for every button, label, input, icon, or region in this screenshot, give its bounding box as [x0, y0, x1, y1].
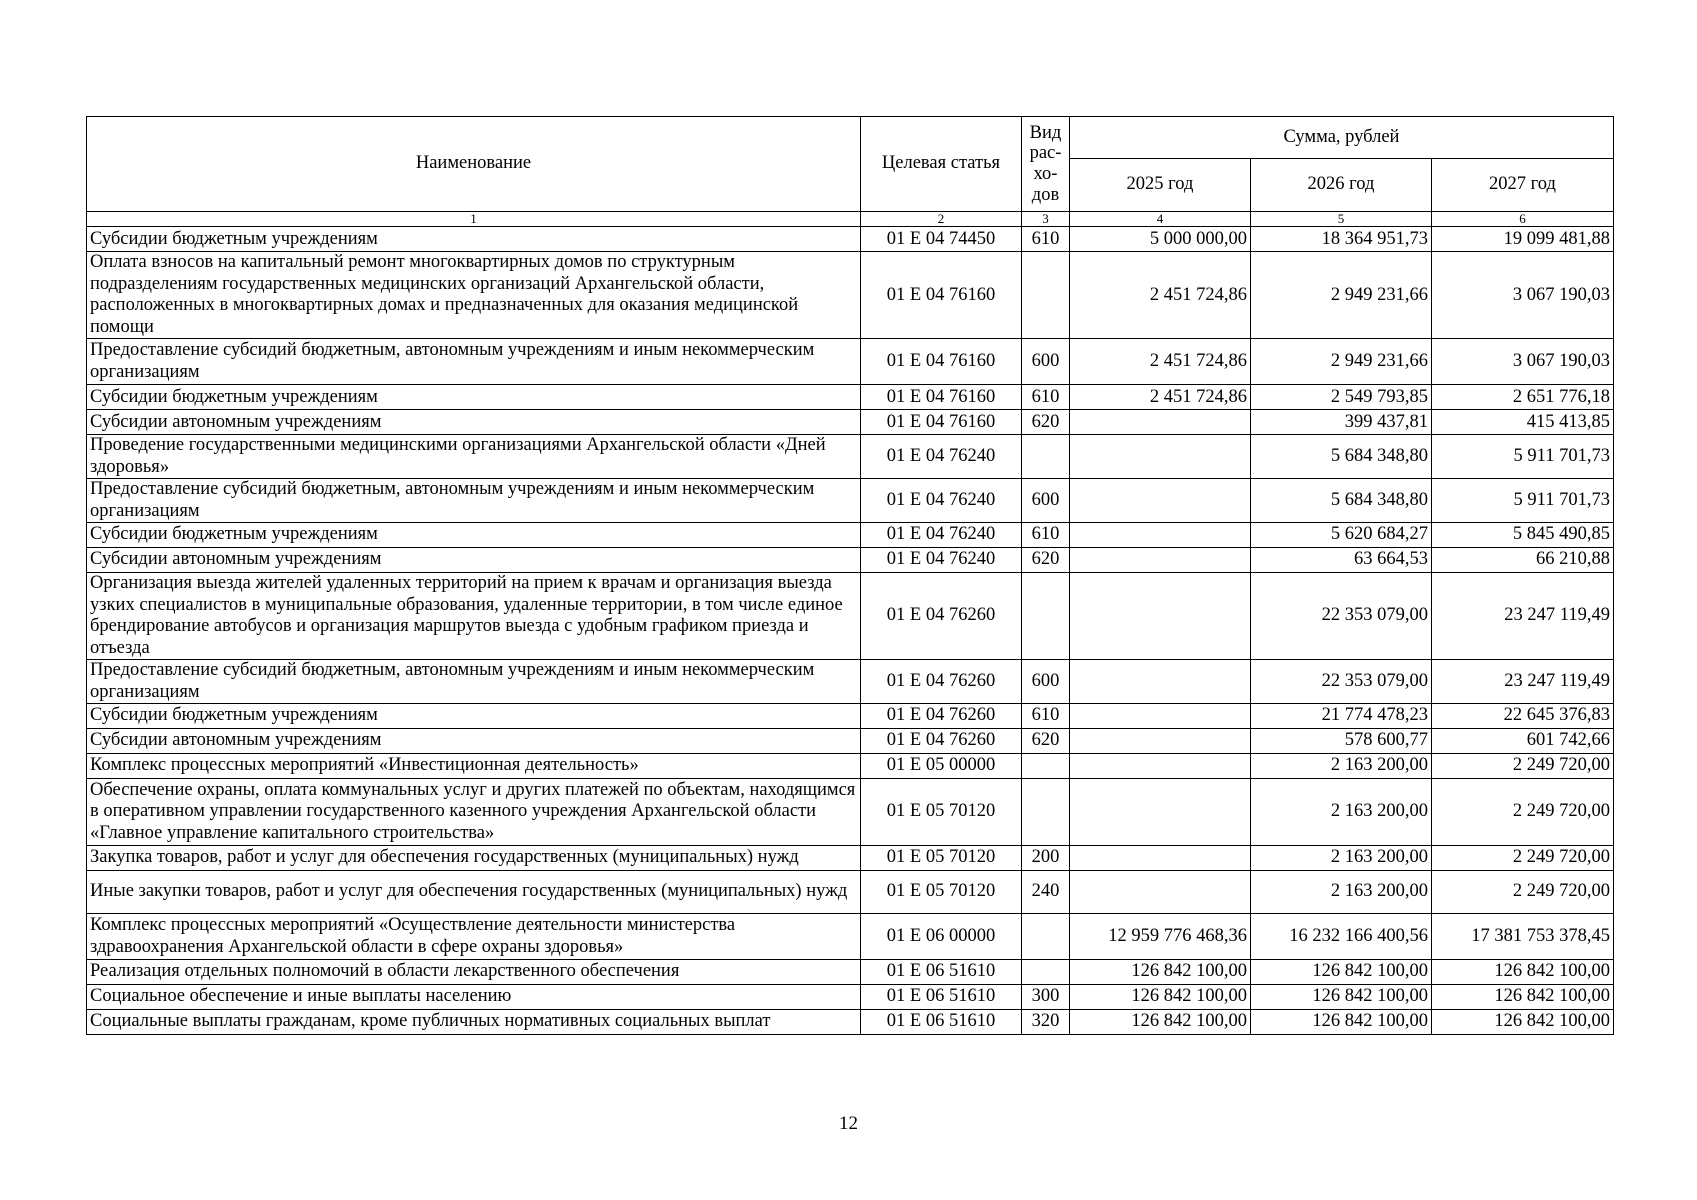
row-target-article: 01 Е 04 76260 — [861, 704, 1022, 729]
row-name: Социальные выплаты гражданам, кроме публичных нормативных социальных выплат — [87, 1010, 861, 1035]
row-amount-2027: 2 249 720,00 — [1432, 871, 1614, 914]
row-amount-2027: 5 845 490,85 — [1432, 523, 1614, 548]
table-row — [87, 779, 1614, 846]
table-row — [87, 871, 1614, 914]
row-expense-kind — [1022, 960, 1070, 985]
table-row — [87, 252, 1614, 339]
column-number: 2 — [861, 212, 1022, 227]
row-target-article: 01 Е 06 51610 — [861, 985, 1022, 1010]
row-amount-2025: 2 451 724,86 — [1070, 252, 1251, 339]
row-amount-2027: 22 645 376,83 — [1432, 704, 1614, 729]
row-expense-kind: 600 — [1022, 479, 1070, 523]
table-row — [87, 960, 1614, 985]
row-amount-2026: 2 163 200,00 — [1251, 754, 1432, 779]
row-name: Предоставление субсидий бюджетным, автономным учреждениям и иным некоммерческим организациям — [87, 479, 861, 523]
table-row — [87, 548, 1614, 573]
row-amount-2027: 2 249 720,00 — [1432, 846, 1614, 871]
row-target-article: 01 Е 04 76160 — [861, 252, 1022, 339]
row-amount-2027: 3 067 190,03 — [1432, 252, 1614, 339]
row-amount-2025 — [1070, 573, 1251, 660]
row-name: Субсидии автономным учреждениям — [87, 548, 861, 573]
row-amount-2026: 5 684 348,80 — [1251, 479, 1432, 523]
row-amount-2026: 5 620 684,27 — [1251, 523, 1432, 548]
row-amount-2025 — [1070, 410, 1251, 435]
row-amount-2025 — [1070, 754, 1251, 779]
row-amount-2025 — [1070, 846, 1251, 871]
row-name: Субсидии автономным учреждениям — [87, 410, 861, 435]
row-amount-2026: 2 163 200,00 — [1251, 846, 1432, 871]
row-name: Закупка товаров, работ и услуг для обеспечения государственных (муниципальных) нужд — [87, 846, 861, 871]
row-target-article: 01 Е 05 70120 — [861, 871, 1022, 914]
row-amount-2025 — [1070, 548, 1251, 573]
row-name: Обеспечение охраны, оплата коммунальных услуг и других платежей по объектам, находящимся в оперативном управлении государственного казенного учреждения Архангельской области «Главное управление капитального строительства» — [87, 779, 861, 846]
row-amount-2027: 23 247 119,49 — [1432, 660, 1614, 704]
row-amount-2026: 63 664,53 — [1251, 548, 1432, 573]
row-amount-2027: 2 249 720,00 — [1432, 754, 1614, 779]
row-name: Предоставление субсидий бюджетным, автономным учреждениям и иным некоммерческим организациям — [87, 339, 861, 385]
row-name: Субсидии бюджетным учреждениям — [87, 523, 861, 548]
row-amount-2025: 126 842 100,00 — [1070, 985, 1251, 1010]
column-number: 6 — [1432, 212, 1614, 227]
table-row — [87, 523, 1614, 548]
row-name: Социальное обеспечение и иные выплаты населению — [87, 985, 861, 1010]
table-row — [87, 660, 1614, 704]
table-row — [87, 846, 1614, 871]
row-amount-2026: 578 600,77 — [1251, 729, 1432, 754]
table-row — [87, 1010, 1614, 1035]
row-amount-2027: 19 099 481,88 — [1432, 227, 1614, 252]
row-amount-2026: 2 163 200,00 — [1251, 779, 1432, 846]
table-row — [87, 704, 1614, 729]
row-amount-2025 — [1070, 729, 1251, 754]
header-name: Наименование — [87, 117, 861, 212]
row-amount-2025: 126 842 100,00 — [1070, 960, 1251, 985]
row-amount-2026: 399 437,81 — [1251, 410, 1432, 435]
row-amount-2026: 2 163 200,00 — [1251, 871, 1432, 914]
table-row — [87, 985, 1614, 1010]
row-target-article: 01 Е 04 76160 — [861, 385, 1022, 410]
page-number: 12 — [839, 1113, 858, 1134]
row-amount-2026: 126 842 100,00 — [1251, 1010, 1432, 1035]
row-amount-2025: 12 959 776 468,36 — [1070, 914, 1251, 960]
row-amount-2027: 126 842 100,00 — [1432, 985, 1614, 1010]
row-expense-kind: 620 — [1022, 548, 1070, 573]
row-name: Организация выезда жителей удаленных территорий на прием к врачам и организация выезда узких специалистов в муниципальные образования, удаленные территории, в том числе единое брендирование автобусов и организация маршрутов выезда с удобным графиком приезда и отъезда — [87, 573, 861, 660]
budget-table — [86, 116, 1614, 1035]
row-target-article: 01 Е 05 70120 — [861, 846, 1022, 871]
column-number: 5 — [1251, 212, 1432, 227]
row-amount-2025 — [1070, 660, 1251, 704]
table-row — [87, 573, 1614, 660]
row-amount-2026: 2 949 231,66 — [1251, 339, 1432, 385]
header-year-2027: 2027 год — [1432, 159, 1614, 212]
row-amount-2025 — [1070, 435, 1251, 479]
row-amount-2025 — [1070, 871, 1251, 914]
row-target-article: 01 Е 06 51610 — [861, 960, 1022, 985]
row-amount-2025 — [1070, 779, 1251, 846]
row-amount-2027: 601 742,66 — [1432, 729, 1614, 754]
row-target-article: 01 Е 05 70120 — [861, 779, 1022, 846]
row-target-article: 01 Е 04 74450 — [861, 227, 1022, 252]
row-name: Реализация отдельных полномочий в области лекарственного обеспечения — [87, 960, 861, 985]
table-row — [87, 729, 1614, 754]
table-row — [87, 339, 1614, 385]
row-target-article: 01 Е 04 76260 — [861, 660, 1022, 704]
row-amount-2026: 18 364 951,73 — [1251, 227, 1432, 252]
row-target-article: 01 Е 04 76260 — [861, 729, 1022, 754]
row-amount-2026: 22 353 079,00 — [1251, 660, 1432, 704]
row-expense-kind: 610 — [1022, 385, 1070, 410]
row-expense-kind — [1022, 435, 1070, 479]
row-amount-2026: 126 842 100,00 — [1251, 960, 1432, 985]
table-row — [87, 754, 1614, 779]
table-row — [87, 385, 1614, 410]
row-name: Субсидии бюджетным учреждениям — [87, 704, 861, 729]
row-amount-2025: 5 000 000,00 — [1070, 227, 1251, 252]
row-amount-2027: 2 651 776,18 — [1432, 385, 1614, 410]
row-expense-kind — [1022, 252, 1070, 339]
column-number: 1 — [87, 212, 861, 227]
row-amount-2025: 2 451 724,86 — [1070, 385, 1251, 410]
table-row — [87, 227, 1614, 252]
row-expense-kind: 200 — [1022, 846, 1070, 871]
row-target-article: 01 Е 04 76240 — [861, 523, 1022, 548]
row-expense-kind — [1022, 779, 1070, 846]
row-amount-2026: 126 842 100,00 — [1251, 985, 1432, 1010]
row-target-article: 01 Е 04 76240 — [861, 548, 1022, 573]
row-target-article: 01 Е 05 00000 — [861, 754, 1022, 779]
row-expense-kind: 600 — [1022, 339, 1070, 385]
row-amount-2026: 5 684 348,80 — [1251, 435, 1432, 479]
column-number: 3 — [1022, 212, 1070, 227]
row-amount-2027: 3 067 190,03 — [1432, 339, 1614, 385]
row-amount-2026: 21 774 478,23 — [1251, 704, 1432, 729]
row-amount-2026: 2 549 793,85 — [1251, 385, 1432, 410]
row-amount-2027: 23 247 119,49 — [1432, 573, 1614, 660]
row-amount-2027: 17 381 753 378,45 — [1432, 914, 1614, 960]
row-amount-2025 — [1070, 523, 1251, 548]
row-target-article: 01 Е 04 76160 — [861, 410, 1022, 435]
row-expense-kind — [1022, 914, 1070, 960]
row-amount-2025 — [1070, 704, 1251, 729]
row-expense-kind: 610 — [1022, 523, 1070, 548]
row-name: Комплекс процессных мероприятий «Инвестиционная деятельность» — [87, 754, 861, 779]
row-name: Субсидии бюджетным учреждениям — [87, 227, 861, 252]
row-name: Оплата взносов на капитальный ремонт многоквартирных домов по структурным подразделениям государственных медицинских организаций Архангельской области, расположенных в многоквартирных домах и предназначенных для оказания медицинской помощи — [87, 252, 861, 339]
table-row — [87, 410, 1614, 435]
row-target-article: 01 Е 04 76240 — [861, 479, 1022, 523]
row-amount-2027: 126 842 100,00 — [1432, 1010, 1614, 1035]
row-name: Субсидии бюджетным учреждениям — [87, 385, 861, 410]
table-header — [87, 117, 1614, 227]
row-expense-kind — [1022, 754, 1070, 779]
header-year-2026: 2026 год — [1251, 159, 1432, 212]
row-expense-kind: 320 — [1022, 1010, 1070, 1035]
row-amount-2027: 126 842 100,00 — [1432, 960, 1614, 985]
row-expense-kind: 300 — [1022, 985, 1070, 1010]
row-name: Иные закупки товаров, работ и услуг для обеспечения государственных (муниципальных) нужд — [87, 871, 861, 914]
column-number-row — [87, 212, 1614, 227]
row-amount-2026: 2 949 231,66 — [1251, 252, 1432, 339]
row-name: Предоставление субсидий бюджетным, автономным учреждениям и иным некоммерческим организациям — [87, 660, 861, 704]
row-name: Комплекс процессных мероприятий «Осуществление деятельности министерства здравоохранения Архангельской области в сфере охраны здоровья» — [87, 914, 861, 960]
row-amount-2027: 5 911 701,73 — [1432, 435, 1614, 479]
row-amount-2025: 2 451 724,86 — [1070, 339, 1251, 385]
header-expense-kind: Вид рас- хо- дов — [1022, 117, 1070, 212]
row-target-article: 01 Е 04 76260 — [861, 573, 1022, 660]
row-amount-2027: 66 210,88 — [1432, 548, 1614, 573]
column-number: 4 — [1070, 212, 1251, 227]
row-target-article: 01 Е 04 76240 — [861, 435, 1022, 479]
row-expense-kind: 620 — [1022, 729, 1070, 754]
row-expense-kind — [1022, 573, 1070, 660]
row-amount-2025: 126 842 100,00 — [1070, 1010, 1251, 1035]
row-target-article: 01 Е 06 51610 — [861, 1010, 1022, 1035]
table-row — [87, 914, 1614, 960]
row-amount-2025 — [1070, 479, 1251, 523]
row-expense-kind: 610 — [1022, 227, 1070, 252]
row-name: Субсидии автономным учреждениям — [87, 729, 861, 754]
row-expense-kind: 600 — [1022, 660, 1070, 704]
row-amount-2027: 5 911 701,73 — [1432, 479, 1614, 523]
header-sum: Сумма, рублей — [1070, 117, 1614, 159]
row-amount-2026: 22 353 079,00 — [1251, 573, 1432, 660]
row-amount-2026: 16 232 166 400,56 — [1251, 914, 1432, 960]
row-amount-2027: 2 249 720,00 — [1432, 779, 1614, 846]
table-row — [87, 435, 1614, 479]
header-year-2025: 2025 год — [1070, 159, 1251, 212]
row-amount-2027: 415 413,85 — [1432, 410, 1614, 435]
table-body — [87, 227, 1614, 1035]
row-target-article: 01 Е 06 00000 — [861, 914, 1022, 960]
row-expense-kind: 620 — [1022, 410, 1070, 435]
row-expense-kind: 240 — [1022, 871, 1070, 914]
table-row — [87, 479, 1614, 523]
row-name: Проведение государственными медицинскими организациями Архангельской области «Дней здоровья» — [87, 435, 861, 479]
row-target-article: 01 Е 04 76160 — [861, 339, 1022, 385]
header-target-article: Целевая статья — [861, 117, 1022, 212]
row-expense-kind: 610 — [1022, 704, 1070, 729]
